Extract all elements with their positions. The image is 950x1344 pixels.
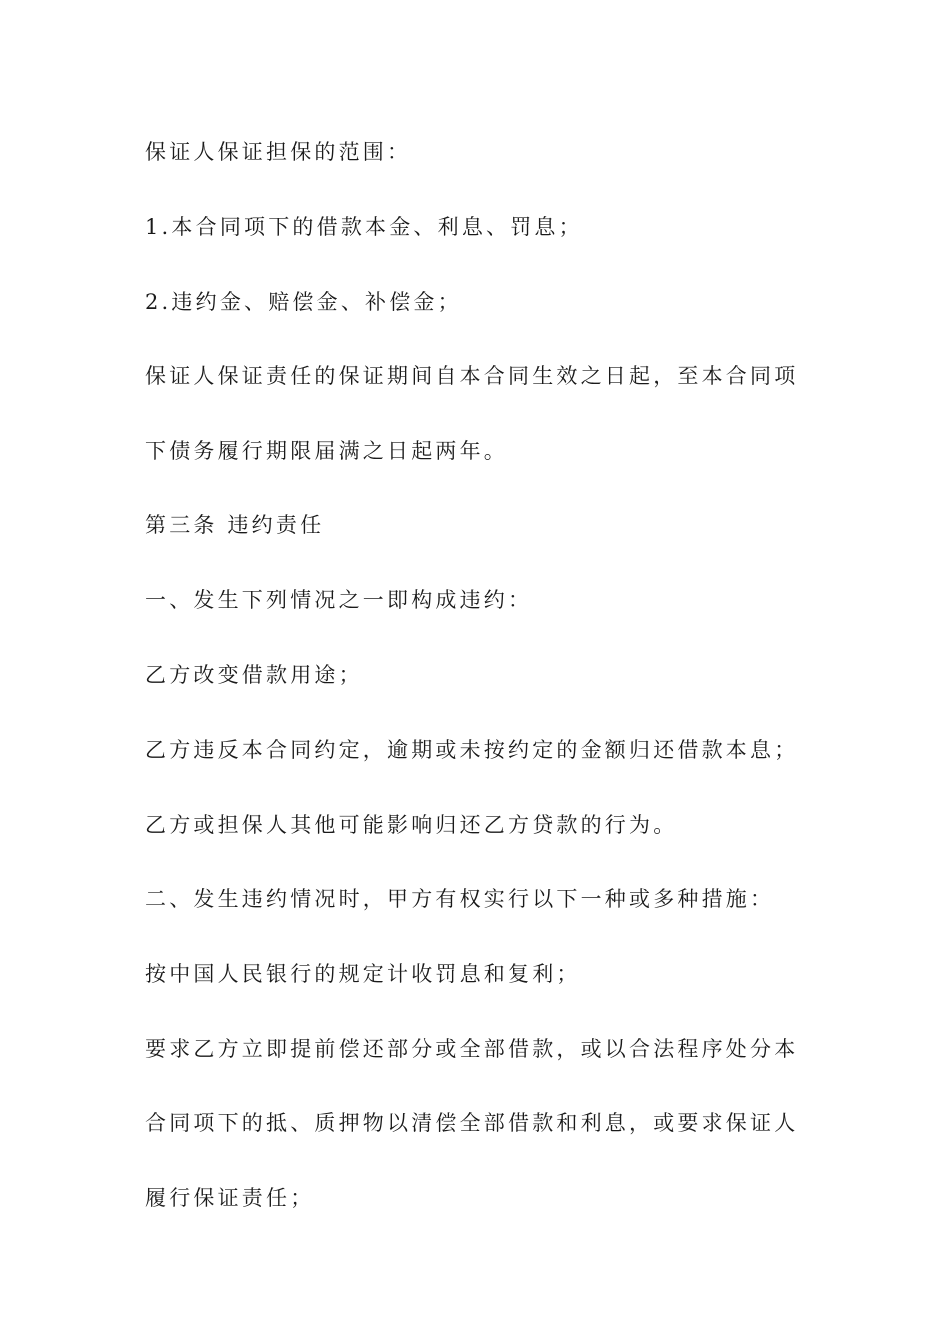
breach-condition-3: 乙方或担保人其他可能影响归还乙方贷款的行为。 bbox=[145, 813, 678, 837]
breach-condition-1: 乙方改变借款用途； bbox=[145, 663, 363, 687]
guarantee-period-line-1: 保证人保证责任的保证期间自本合同生效之日起，至本合同项 bbox=[145, 364, 799, 388]
guarantee-period-line-2: 下债务履行期限届满之日起两年。 bbox=[145, 439, 508, 463]
article-3-heading: 第三条 违约责任 bbox=[145, 513, 325, 537]
remedy-1: 按中国人民银行的规定计收罚息和复利； bbox=[145, 962, 581, 986]
scope-item-1: 1.本合同项下的借款本金、利息、罚息； bbox=[145, 215, 583, 239]
remedy-2-line-3: 履行保证责任； bbox=[145, 1186, 315, 1210]
guarantee-scope-heading: 保证人保证担保的范围： bbox=[145, 140, 412, 164]
scope-item-2: 2.违约金、赔偿金、补偿金； bbox=[145, 290, 462, 314]
remedies-heading: 二、发生违约情况时，甲方有权实行以下一种或多种措施： bbox=[145, 887, 775, 911]
remedy-2-line-1: 要求乙方立即提前偿还部分或全部借款，或以合法程序处分本 bbox=[145, 1037, 799, 1061]
breach-condition-2: 乙方违反本合同约定，逾期或未按约定的金额归还借款本息； bbox=[145, 738, 799, 762]
breach-conditions-heading: 一、发生下列情况之一即构成违约： bbox=[145, 588, 533, 612]
remedy-2-line-2: 合同项下的抵、质押物以清偿全部借款和利息，或要求保证人 bbox=[145, 1111, 799, 1135]
